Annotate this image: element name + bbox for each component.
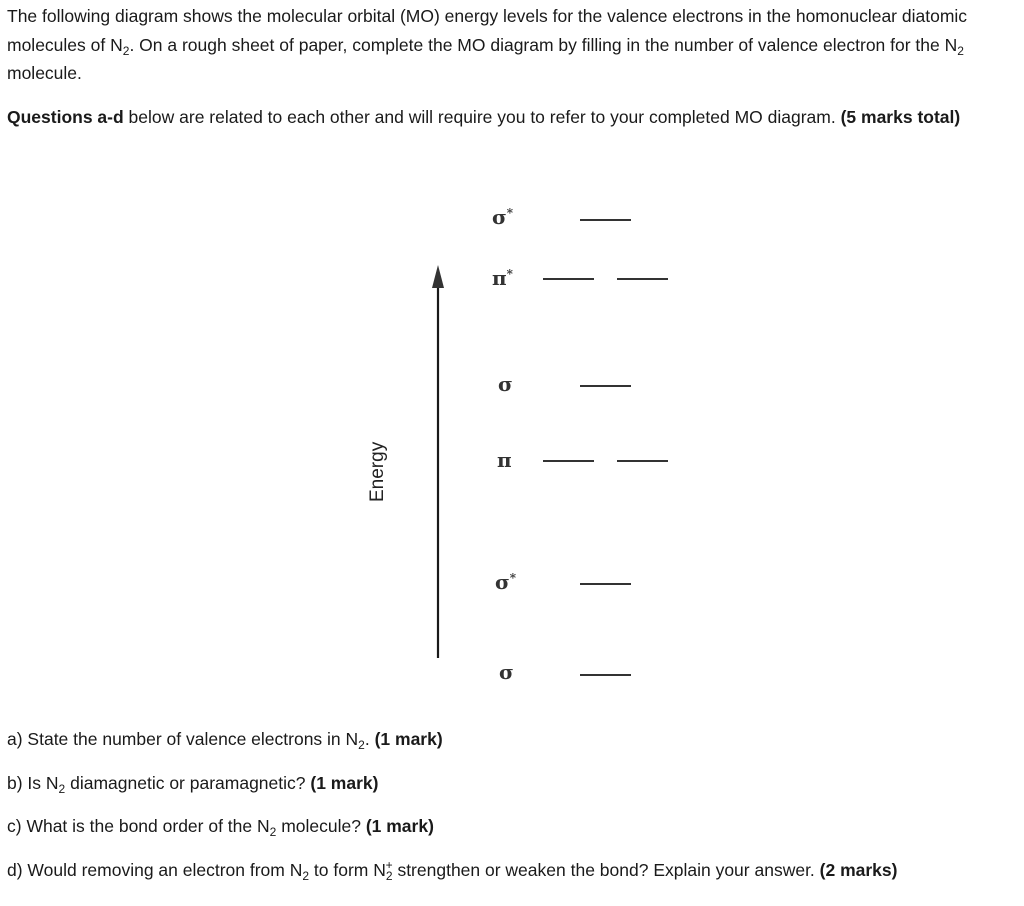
sigma-2s-label: σ: [499, 660, 514, 684]
sigma-2p-level: [580, 385, 631, 387]
marks-c: (1 mark): [365, 816, 434, 836]
sigma-star-2s-label: σ*: [495, 570, 517, 594]
marks-a: (1 mark): [374, 729, 443, 749]
subscript: 2: [957, 43, 964, 58]
question-a: a) State the number of valence electrons in $N_2$. (1 mark): [7, 729, 443, 752]
intro-paragraph: [7, 2, 1012, 88]
question-d: d) Would removing an electron from $N_2$ to form $N_2^+$ strengthen or weaken the bond? Explain your answer. (2 marks): [7, 858, 898, 883]
pi-2p-level-2: [617, 460, 668, 462]
sigma-star-2p-label: σ*: [492, 205, 514, 229]
question-c: c) What is the bond order of the $N_2$ molecule? (1 mark): [7, 816, 434, 839]
sigma-star-2s-level: [580, 583, 631, 585]
pi-2p-level-1: [543, 460, 594, 462]
pi-star-2p-level-1: [543, 278, 594, 280]
pi-2p-label: π: [497, 448, 512, 472]
pi-star-2p-label: π*: [492, 266, 513, 290]
intro-text: . On a rough sheet of paper, complete the MO diagram by filling in the number of valence electron for the N: [129, 34, 958, 55]
total-marks: (5 marks total): [840, 107, 961, 127]
questions-lead: Questions a-d: [7, 107, 124, 127]
energy-axis-label: Energy: [367, 441, 388, 502]
sigma-2s-level: [580, 674, 631, 676]
sigma-2p-label: σ: [498, 372, 513, 396]
subscript: 2: [122, 43, 130, 58]
marks-d: (2 marks): [819, 860, 898, 880]
questions-note: [7, 103, 1012, 132]
sigma-star-2p-level: [580, 219, 631, 221]
pi-star-2p-level-2: [617, 278, 668, 280]
intro-text: molecule.: [7, 63, 82, 83]
questions-note-text: below are related to each other and will require you to refer to your completed MO diagram.: [123, 107, 841, 127]
marks-b: (1 mark): [310, 773, 379, 793]
question-b: b) Is $N_2$ diamagnetic or paramagnetic? (1 mark): [7, 773, 379, 796]
intro-text: The following diagram shows the molecular orbital (MO) energy levels for the valence electrons in the homonuclear diatomic molecules of N: [7, 6, 968, 55]
